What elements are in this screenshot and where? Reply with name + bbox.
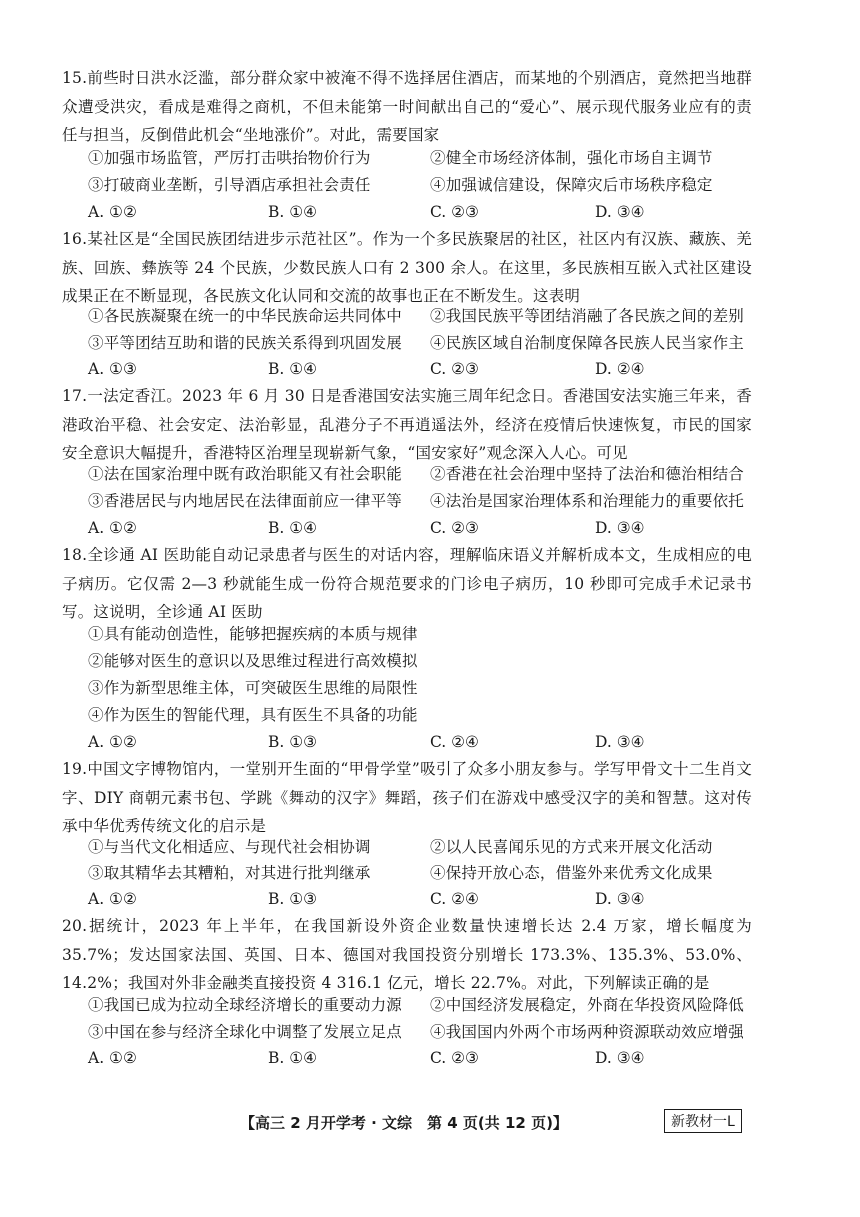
question-20-option-3: ③中国在参与经济全球化中调整了发展立足点 xyxy=(88,1023,403,1041)
question-16-option-4: ④民族区域自治制度保障各民族人民当家作主 xyxy=(430,334,745,352)
question-20-answer-a: A. ①② xyxy=(88,1049,137,1067)
question-17-answer-a: A. ①② xyxy=(88,519,137,537)
question-17-answer-d: D. ③④ xyxy=(595,519,645,537)
question-19-option-3: ③取其精华去其糟粕，对其进行批判继承 xyxy=(88,864,371,882)
question-17-option-4: ④法治是国家治理体系和治理能力的重要依托 xyxy=(430,492,745,510)
question-16-stem: 16.某社区是“全国民族团结进步示范社区”。作为一个多民族聚居的社区，社区内有汉族、藏族、羌族、回族、彝族等 24 个民族，少数民族人口有 2 300 余人。在这里，多民族相互嵌入式社区建设成果正在不断显现，各民族文化认同和交流的故事也正在不断发生。这表明 xyxy=(62,230,752,305)
question-15-answer-b: B. ①④ xyxy=(268,203,318,221)
question-20-answer-c: C. ②③ xyxy=(430,1049,479,1067)
question-15-answer-c: C. ②③ xyxy=(430,203,479,221)
question-15-option-2: ②健全市场经济体制，强化市场自主调节 xyxy=(430,149,713,167)
question-18-answer-a: A. ①② xyxy=(88,733,137,751)
question-15-option-3: ③打破商业垄断，引导酒店承担社会责任 xyxy=(88,176,371,194)
question-19-option-4: ④保持开放心态，借鉴外来优秀文化成果 xyxy=(430,864,713,882)
question-15-option-1: ①加强市场监管，严厉打击哄抬物价行为 xyxy=(88,149,371,167)
question-19-option-1: ①与当代文化相适应、与现代社会相协调 xyxy=(88,838,371,856)
question-17-option-3: ③香港居民与内地居民在法律面前应一律平等 xyxy=(88,492,403,510)
question-16-option-1: ①各民族凝聚在统一的中华民族命运共同体中 xyxy=(88,307,403,325)
question-18-option-3: ③作为新型思维主体，可突破医生思维的局限性 xyxy=(88,679,418,697)
question-16-answer-d: D. ②④ xyxy=(595,360,645,378)
question-20-option-4: ④我国国内外两个市场两种资源联动效应增强 xyxy=(430,1023,745,1041)
question-18-answer-b: B. ①③ xyxy=(268,733,318,751)
question-16-answer-a: A. ①③ xyxy=(88,360,137,378)
question-19-option-2: ②以人民喜闻乐见的方式来开展文化活动 xyxy=(430,838,713,856)
question-18-option-4: ④作为医生的智能代理，具有医生不具备的功能 xyxy=(88,706,418,724)
question-20-answer-d: D. ③④ xyxy=(595,1049,645,1067)
question-20-stem: 20.据统计，2023 年上半年，在我国新设外资企业数量快速增长达 2.4 万家，增长幅度为 35.7%；发达国家法国、英国、日本、德国对我国投资分别增长 173.3%、135.3%、53.0%、14.2%；我国对外非金融类直接投资 4 316.1 亿元，增长 22.7%。对此，下列解读正确的是 xyxy=(62,917,752,992)
question-15-stem: 15.前些时日洪水泛滥，部分群众家中被淹不得不选择居住酒店，而某地的个别酒店，竟然把当地群众遭受洪灾，看成是难得之商机，不但未能第一时间献出自己的“爱心”、展示现代服务业应有的责任与担当，反倒借此机会“坐地涨价”。对此，需要国家 xyxy=(62,69,752,144)
question-16-option-3: ③平等团结互助和谐的民族关系得到巩固发展 xyxy=(88,334,403,352)
question-19-answer-b: B. ①③ xyxy=(268,890,318,908)
question-18-answer-c: C. ②④ xyxy=(430,733,479,751)
question-17-option-2: ②香港在社会治理中坚持了法治和德治相结合 xyxy=(430,465,745,483)
question-16-option-2: ②我国民族平等团结消融了各民族之间的差别 xyxy=(430,307,745,325)
question-17-option-1: ①法在国家治理中既有政治职能又有社会职能 xyxy=(88,465,403,483)
question-19-answer-a: A. ①② xyxy=(88,890,137,908)
question-20-option-1: ①我国已成为拉动全球经济增长的重要动力源 xyxy=(88,996,403,1014)
question-20-option-2: ②中国经济发展稳定，外商在华投资风险降低 xyxy=(430,996,745,1014)
question-18-option-2: ②能够对医生的意识以及思维过程进行高效模拟 xyxy=(88,652,418,670)
question-18-answer-d: D. ③④ xyxy=(595,733,645,751)
question-19-answer-c: C. ②④ xyxy=(430,890,479,908)
question-15-answer-d: D. ③④ xyxy=(595,203,645,221)
question-17-stem: 17.一法定香江。2023 年 6 月 30 日是香港国安法实施三周年纪念日。香港国安法实施三年来，香港政治平稳、社会安定、法治彰显，乱港分子不再逍遥法外，经济在疫情后快速恢复，市民的国家安全意识大幅提升，香港特区治理呈现崭新气象，“国安家好”观念深入人心。可见 xyxy=(62,387,752,462)
question-16-answer-c: C. ②③ xyxy=(430,360,479,378)
question-16-answer-b: B. ①④ xyxy=(268,360,318,378)
question-20-answer-b: B. ①④ xyxy=(268,1049,318,1067)
question-15-answer-a: A. ①② xyxy=(88,203,137,221)
question-18-option-1: ①具有能动创造性，能够把握疾病的本质与规律 xyxy=(88,625,418,643)
question-15-option-4: ④加强诚信建设，保障灾后市场秩序稳定 xyxy=(430,176,713,194)
question-18-stem: 18.全诊通 AI 医助能自动记录患者与医生的对话内容，理解临床语义并解析成本文，生成相应的电子病历。它仅需 2—3 秒就能生成一份符合规范要求的门诊电子病历，10 秒即可完成手术记录书写。这说明，全诊通 AI 医助 xyxy=(62,546,752,621)
question-17-answer-c: C. ②③ xyxy=(430,519,479,537)
page-footer: 【高三 2 月开学考 · 文综 第 4 页(共 12 页)】 xyxy=(240,1114,568,1132)
question-17-answer-b: B. ①④ xyxy=(268,519,318,537)
question-19-answer-d: D. ③④ xyxy=(595,890,645,908)
question-19-stem: 19.中国文字博物馆内，一堂别开生面的“甲骨学堂”吸引了众多小朋友参与。学写甲骨文十二生肖文字、DIY 商朝元素书包、学跳《舞动的汉字》舞蹈，孩子们在游戏中感受汉字的美和智慧。这对传承中华优秀传统文化的启示是 xyxy=(62,760,752,835)
edition-tag: 新教材一L xyxy=(664,1109,742,1133)
